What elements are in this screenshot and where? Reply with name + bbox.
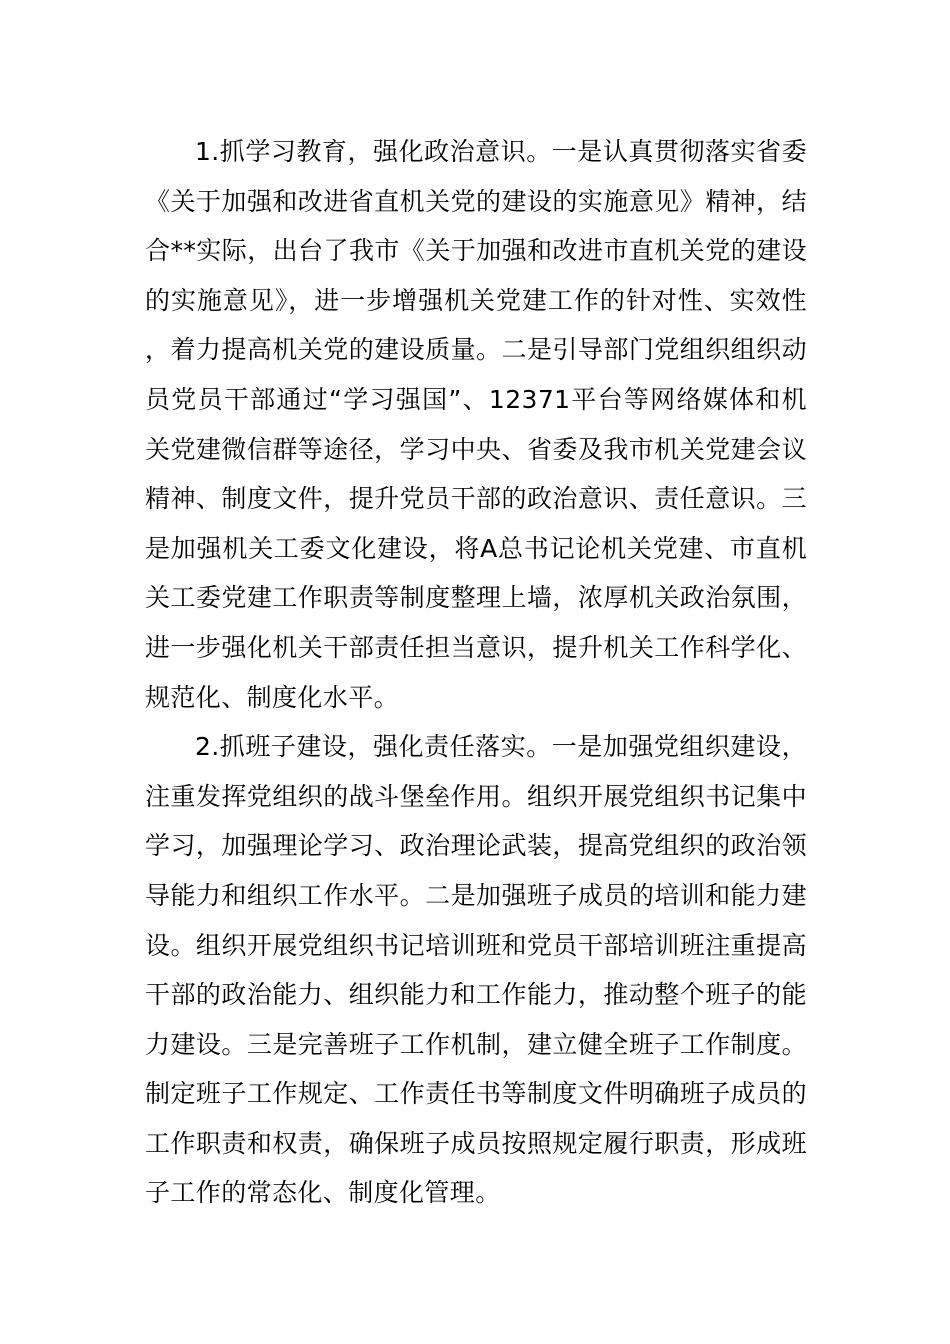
paragraph-team-building: 2.抓班子建设，强化责任落实。一是加强党组织建设，注重发挥党组织的战斗堡垒作用。组织开展党组织书记集中学习，加强理论学习、政治理论武装，提高党组织的政治领导能力和组织工作水平。二是加强班子成员的培训和能力建设。组织开展党组织书记培训班和党员干部培训班注重提高干部的政治能力、组织能力和工作能力，推动整个班子的能力建设。三是完善班子工作机制，建立健全班子工作制度。制定班子工作规定、工作责任书等制度文件明确班子成员的工作职责和权责，确保班子成员按照规定履行职责，形成班子工作的常态化、制度化管理。 <box>145 732 807 1208</box>
paragraph-study-education: 1.抓学习教育，强化政治意识。一是认真贯彻落实省委《关于加强和改进省直机关党的建设的实施意见》精神，结合**实际，出台了我市《关于加强和改进市直机关党的建设的实施意见》，进一步增强机关党建工作的针对性、实效性，着力提高机关党的建设质量。二是引导部门党组织组织动员党员干部通过“学习强国”、12371平台等网络媒体和机关党建微信群等途径，学习中央、省委及我市机关党建会议精神、制度文件，提升党员干部的政治意识、责任意识。三是加强机关工委文化建设，将A总书记论机关党建、市直机关工委党建工作职责等制度整理上墙，浓厚机关政治氛围，进一步强化机关干部责任担当意识，提升机关工作科学化、规范化、制度化水平。 <box>145 137 807 712</box>
document-body <box>145 127 807 1218</box>
